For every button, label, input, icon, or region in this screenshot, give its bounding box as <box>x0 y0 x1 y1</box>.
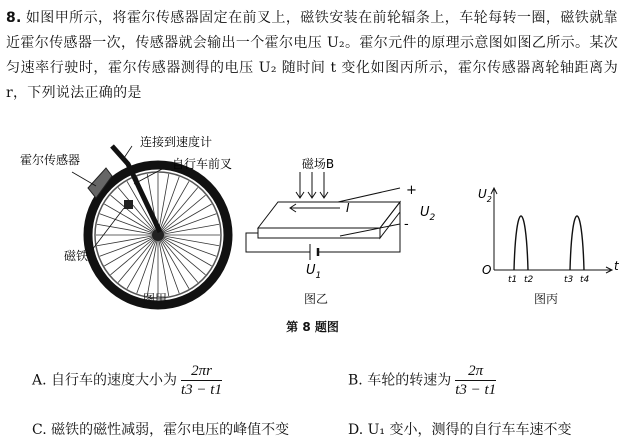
caption-figure-yi: 图乙 <box>304 292 329 306</box>
hall-element-diagram <box>246 172 400 260</box>
pulse-1 <box>514 216 528 270</box>
question-number: 8. <box>6 10 22 26</box>
pulse-2 <box>570 216 584 270</box>
label-magnet: 磁铁 <box>63 249 89 263</box>
wire-u2-top <box>338 188 400 202</box>
option-b-prefix: B. 车轮的转速为 <box>348 372 452 389</box>
option-a-prefix: A. 自行车的速度大小为 <box>32 372 178 389</box>
label-magnetic-field: 磁场B <box>301 157 335 171</box>
question-text: 如图甲所示，将霍尔传感器固定在前叉上，磁铁安装在前轮辐条上，车轮每转一圈，磁铁就靠近霍尔传感器一次，传感器就会输出一个霍尔电压 U₂。霍尔元件的原理示意图如图乙所示。某次匀速率行驶时，霍尔传感器测得的电压 U₂ 随时间 t 变化如图丙所示，霍尔传感器离轮轴距离为 r，下列说法正确的是 <box>6 10 618 101</box>
leader-sensor <box>72 172 96 186</box>
hall-plate-front <box>258 228 380 238</box>
option-a-fraction <box>181 362 222 399</box>
option-a-denominator: t3 − t1 <box>181 382 222 398</box>
option-b-denominator: t3 − t1 <box>455 382 497 398</box>
label-to-speedometer: 连接到速度计 <box>139 135 213 149</box>
label-front-fork: 自行车前叉 <box>171 157 233 171</box>
label-origin: O <box>482 263 492 277</box>
label-axis-u2: $U_2$ <box>478 187 492 204</box>
label-u2: $U_2$ <box>420 205 436 223</box>
label-current: I <box>346 201 350 215</box>
label-axis-t: t <box>614 259 619 273</box>
wire-right <box>330 207 400 252</box>
option-a[interactable] <box>32 362 222 399</box>
option-a-numerator: 2πr <box>181 362 222 381</box>
label-u1: $U_1$ <box>306 263 322 281</box>
magnet-icon <box>124 200 133 209</box>
tick-label-t1: t1 <box>508 275 518 285</box>
figure-title: 第 8 题图 <box>286 320 339 334</box>
option-b-fraction <box>455 362 496 399</box>
question-stem <box>6 6 618 106</box>
option-b-numerator: 2π <box>455 362 496 381</box>
caption-figure-jia: 图甲 <box>143 292 168 306</box>
option-b[interactable] <box>348 362 496 399</box>
label-hall-sensor: 霍尔传感器 <box>19 153 81 167</box>
label-plus: + <box>406 183 417 198</box>
leader-meter <box>124 146 132 158</box>
hall-plate-side <box>380 202 400 238</box>
tick-label-t2: t2 <box>524 275 534 285</box>
wire-left <box>246 233 300 252</box>
tick-label-t3: t3 <box>564 275 574 285</box>
hall-plate-top <box>258 202 400 228</box>
label-minus: - <box>404 217 409 232</box>
option-d[interactable]: D. U₁ 变小，测得的自行车车速不变 <box>348 422 572 438</box>
caption-figure-bing: 图丙 <box>534 292 559 306</box>
wire-u2-bottom <box>340 224 400 236</box>
figures-svg <box>0 128 625 343</box>
option-c[interactable]: C. 磁铁的磁性减弱，霍尔电压的峰值不变 <box>32 422 290 438</box>
tick-label-t4: t4 <box>580 275 590 285</box>
voltage-time-graph <box>491 188 612 273</box>
figures <box>0 128 625 343</box>
